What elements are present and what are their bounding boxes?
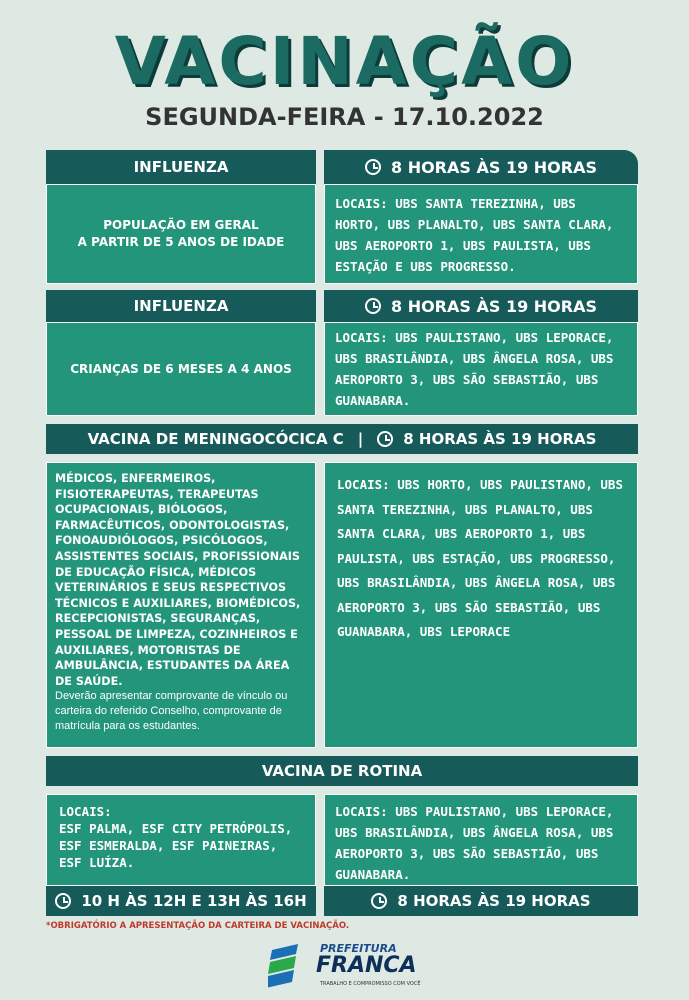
section1-left-header: INFLUENZA xyxy=(46,150,316,184)
section2-right-header: 8 HORAS ÀS 19 HORAS xyxy=(324,290,638,322)
prefeitura-franca-logo: PREFEITURA FRANCA TRABALHO E COMPROMISSO COM VOCÊ xyxy=(268,940,428,990)
section4-header: VACINA DE ROTINA xyxy=(46,756,638,786)
section2-audience: CRIANÇAS DE 6 MESES A 4 ANOS xyxy=(46,322,316,416)
section3-audience: MÉDICOS, ENFERMEIROS, FISIOTERAPEUTAS, TERAPEUTAS OCUPACIONAIS, BIÓLOGOS, FARMACÊUTICOS, ODONTOLOGISTAS, FONOAUDIÓLOGOS, PSICÓLOGOS, ASSISTENTES SOCIAIS, PROFISSIONAIS DE EDUCAÇÃO FÍSICA, MÉDICOS VETERINÁRIOS E SEUS RESPECTIVOS TÉCNICOS E AUXILIARES, BIOMÉDICOS, RECEPCIONISTAS, SEGURANÇAS, PESSOAL DE LIMPEZA, COZINHEIROS E AUXILIARES, MOTORISTAS DE AMBULÂNCIA, ESTUDANTES DA ÁREA DE SAÚDE. Deverão apresentar comprovante de vínculo ou carteira do referido Conselho, comprovante de matrícula para os estudantes. xyxy=(46,462,316,748)
section3-header: VACINA DE MENINGOCÓCICA C | 8 HORAS ÀS 19 HORAS xyxy=(46,424,638,454)
section4-left-locais: LOCAIS: ESF PALMA, ESF CITY PETRÓPOLIS, ESF ESMERALDA, ESF PAINEIRAS, ESF LUÍZA. xyxy=(46,794,316,886)
section2-locais: LOCAIS: UBS PAULISTANO, UBS LEPORACE, UBS BRASILÂNDIA, UBS ÂNGELA ROSA, UBS AEROPORTO 3, UBS SÃO SEBASTIÃO, UBS GUANABARA. xyxy=(324,322,638,416)
section4-right-hours: 8 HORAS ÀS 19 HORAS xyxy=(324,886,638,916)
section2-left-header: INFLUENZA xyxy=(46,290,316,322)
page-subtitle: SEGUNDA-FEIRA - 17.10.2022 xyxy=(145,103,544,131)
clock-icon xyxy=(365,159,381,175)
section3-locais: LOCAIS: UBS HORTO, UBS PAULISTANO, UBS SANTA TEREZINHA, UBS PLANALTO, UBS SANTA CLARA, UBS AEROPORTO 1, UBS PAULISTA, UBS ESTAÇÃO, UBS PROGRESSO, UBS BRASILÂNDIA, UBS ÂNGELA ROSA, UBS AEROPORTO 3, UBS SÃO SEBASTIÃO, UBS GUANABARA, UBS LEPORACE xyxy=(324,462,638,748)
footer-note: *OBRIGATÓRIO A APRESENTAÇÃO DA CARTEIRA DE VACINAÇÃO. xyxy=(46,921,350,931)
page-title: VACINAÇÃO xyxy=(114,23,575,100)
section1-locais: LOCAIS: UBS SANTA TEREZINHA, UBS HORTO, UBS PLANALTO, UBS SANTA CLARA, UBS AEROPORTO 1, UBS PAULISTA, UBS ESTAÇÃO E UBS PROGRESSO. xyxy=(324,184,638,284)
section4-left-hours: 10 H ÀS 12H E 13H ÀS 16H xyxy=(46,886,316,916)
clock-icon xyxy=(365,298,381,314)
section1-audience: POPULAÇÃO EM GERAL A PARTIR DE 5 ANOS DE IDADE xyxy=(46,184,316,284)
clock-icon xyxy=(377,431,393,447)
clock-icon xyxy=(371,893,387,909)
clock-icon xyxy=(55,893,71,909)
section1-right-header: 8 HORAS ÀS 19 HORAS xyxy=(324,150,638,184)
section4-right-locais: LOCAIS: UBS PAULISTANO, UBS LEPORACE, UBS BRASILÂNDIA, UBS ÂNGELA ROSA, UBS AEROPORTO 3, UBS SÃO SEBASTIÃO, UBS GUANABARA. xyxy=(324,794,638,886)
